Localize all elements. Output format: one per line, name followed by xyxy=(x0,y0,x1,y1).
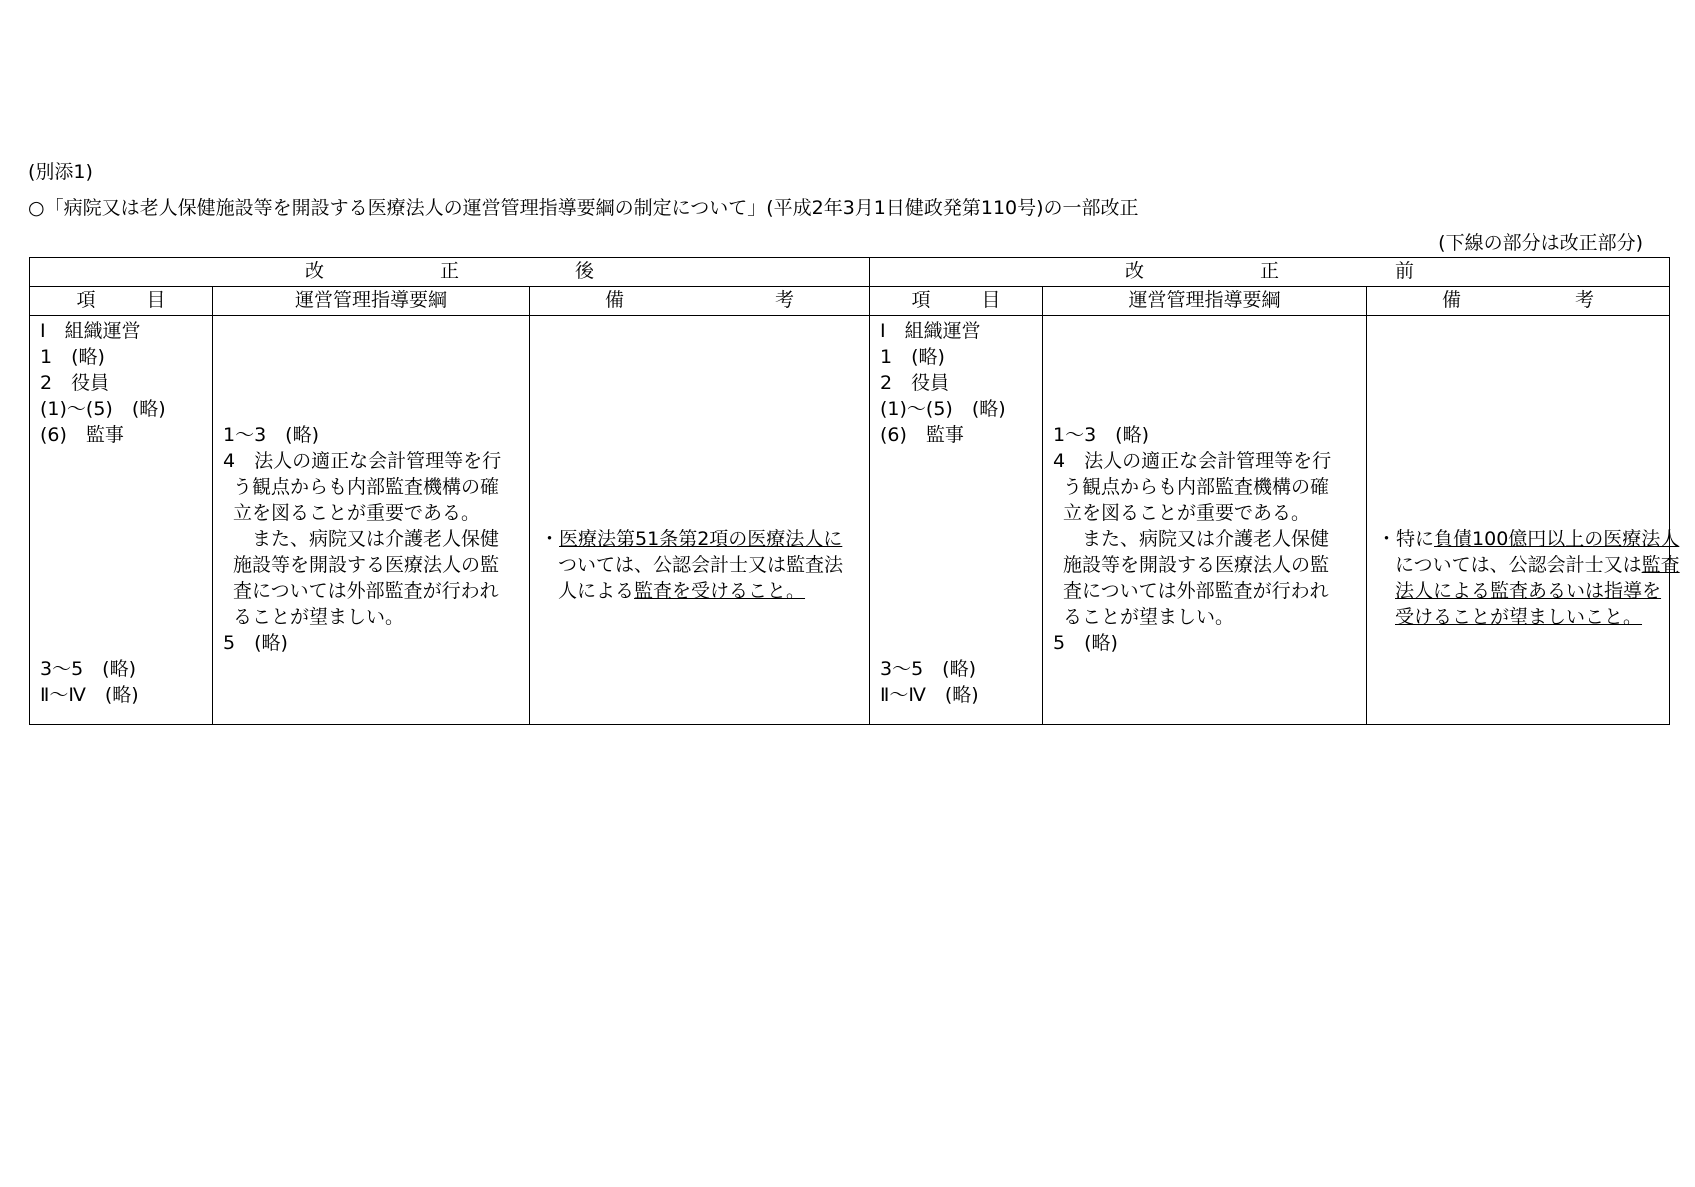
guideline-line: 5 (略) xyxy=(223,632,288,654)
plain-text: については、公認会計士又は xyxy=(1395,554,1642,576)
guideline-line: 4 法人の適正な会計管理等を行 xyxy=(1053,450,1332,472)
item-line: 1 (略) xyxy=(880,346,945,368)
underlined-text: 負債100億円以上の医療法人 xyxy=(1434,528,1680,550)
attachment-label: (別添1) xyxy=(28,161,93,183)
remarks-line: ついては、公認会計士又は監査法 xyxy=(558,554,844,576)
item-line: 2 役員 xyxy=(880,372,950,394)
guideline-line: 査については外部監査が行われ xyxy=(233,580,499,602)
remarks-line xyxy=(1377,604,1661,630)
underlined-text: 監査 xyxy=(1490,580,1529,602)
underlined-text: 法人による xyxy=(1395,580,1491,602)
content-row xyxy=(30,316,1670,725)
bullet: ・ xyxy=(1377,528,1397,550)
col-guideline-before: 運営管理指導要綱 xyxy=(1043,287,1367,316)
guideline-line: ることが望ましい。 xyxy=(233,606,405,628)
underline-note: (下線の部分は改正部分) xyxy=(1438,232,1643,254)
item-line: 1 (略) xyxy=(40,346,105,368)
col-remarks-char: 備 xyxy=(605,289,625,311)
item-line: 3～5 (略) xyxy=(40,658,137,680)
group-header-row xyxy=(30,258,1670,287)
guideline-line: また、病院又は介護老人保健 xyxy=(1063,528,1330,550)
guideline-after xyxy=(213,316,530,725)
item-line: (1)～(5) (略) xyxy=(880,398,1006,420)
guideline-line: また、病院又は介護老人保健 xyxy=(233,528,500,550)
plain-text: 特に xyxy=(1396,528,1435,550)
item-line: 3～5 (略) xyxy=(880,658,977,680)
guideline-line: 4 法人の適正な会計管理等を行 xyxy=(223,450,502,472)
plain-text: 人による xyxy=(558,580,635,602)
guideline-line: 施設等を開設する医療法人の監 xyxy=(233,554,500,576)
col-item-char: 目 xyxy=(981,289,1001,311)
items-before xyxy=(870,316,1043,725)
before-label-char: 前 xyxy=(1394,260,1414,282)
after-label-char: 後 xyxy=(574,260,594,282)
before-label-char: 正 xyxy=(1259,260,1279,282)
underlined-text: 医療法第51条第2項の医療法人に xyxy=(559,528,843,550)
remarks-line xyxy=(540,578,861,604)
col-item-before xyxy=(870,287,1043,316)
items-after xyxy=(30,316,213,725)
guideline-line: ることが望ましい。 xyxy=(1063,606,1235,628)
col-item-char: 項 xyxy=(911,289,931,311)
col-guideline-after: 運営管理指導要綱 xyxy=(213,287,530,316)
col-remarks-after xyxy=(530,287,870,316)
remarks-before xyxy=(1367,316,1680,725)
bullet: ・ xyxy=(540,528,560,550)
item-line: Ⅰ 組織運営 xyxy=(880,320,981,342)
item-line: (6) 監事 xyxy=(40,424,124,446)
remarks-line xyxy=(1377,578,1661,604)
item-line: (6) 監事 xyxy=(880,424,964,446)
item-line: 2 役員 xyxy=(40,372,110,394)
col-remarks-char: 考 xyxy=(1574,289,1594,311)
guideline-line: う観点からも内部監査機構の確 xyxy=(1063,476,1330,498)
underlined-text: 監査を受けること。 xyxy=(634,580,806,602)
before-revision-header xyxy=(870,258,1670,287)
item-line: Ⅱ～Ⅳ (略) xyxy=(40,684,139,706)
comparison-table xyxy=(29,257,1680,725)
guideline-line: う観点からも内部監査機構の確 xyxy=(233,476,500,498)
underlined-text: 受けることが望ましいこと。 xyxy=(1395,606,1643,628)
guideline-line: 5 (略) xyxy=(1053,632,1118,654)
guideline-line: 1～3 (略) xyxy=(1053,424,1150,446)
col-item-char: 目 xyxy=(146,289,166,311)
item-line: (1)～(5) (略) xyxy=(40,398,166,420)
remarks-line xyxy=(540,526,861,552)
remarks-after xyxy=(530,316,870,725)
col-remarks-char: 備 xyxy=(1442,289,1462,311)
underlined-text: あるいは指導を xyxy=(1528,580,1662,602)
guideline-line: 立を図ることが重要である。 xyxy=(1063,502,1311,524)
col-remarks-before xyxy=(1367,287,1670,316)
guideline-line: 査については外部監査が行われ xyxy=(1063,580,1329,602)
guideline-line: 立を図ることが重要である。 xyxy=(233,502,481,524)
col-item-char: 項 xyxy=(76,289,96,311)
col-remarks-char: 考 xyxy=(774,289,794,311)
document-title: ○「病院又は老人保健施設等を開設する医療法人の運営管理指導要綱の制定について」(平成2年3月1日健政発第110号)の一部改正 xyxy=(28,197,1139,219)
col-item-after xyxy=(30,287,213,316)
remarks-line xyxy=(1377,552,1680,578)
guideline-line: 1～3 (略) xyxy=(223,424,320,446)
after-label-char: 改 xyxy=(304,260,324,282)
remarks-line xyxy=(1377,526,1680,552)
after-revision-header xyxy=(30,258,870,287)
guideline-before xyxy=(1043,316,1367,725)
after-label-char: 正 xyxy=(439,260,459,282)
underlined-text: 監査 xyxy=(1641,554,1680,576)
column-header-row xyxy=(30,287,1670,316)
guideline-line: 施設等を開設する医療法人の監 xyxy=(1063,554,1330,576)
item-line: Ⅱ～Ⅳ (略) xyxy=(880,684,979,706)
before-label-char: 改 xyxy=(1124,260,1144,282)
item-line: Ⅰ 組織運営 xyxy=(40,320,141,342)
